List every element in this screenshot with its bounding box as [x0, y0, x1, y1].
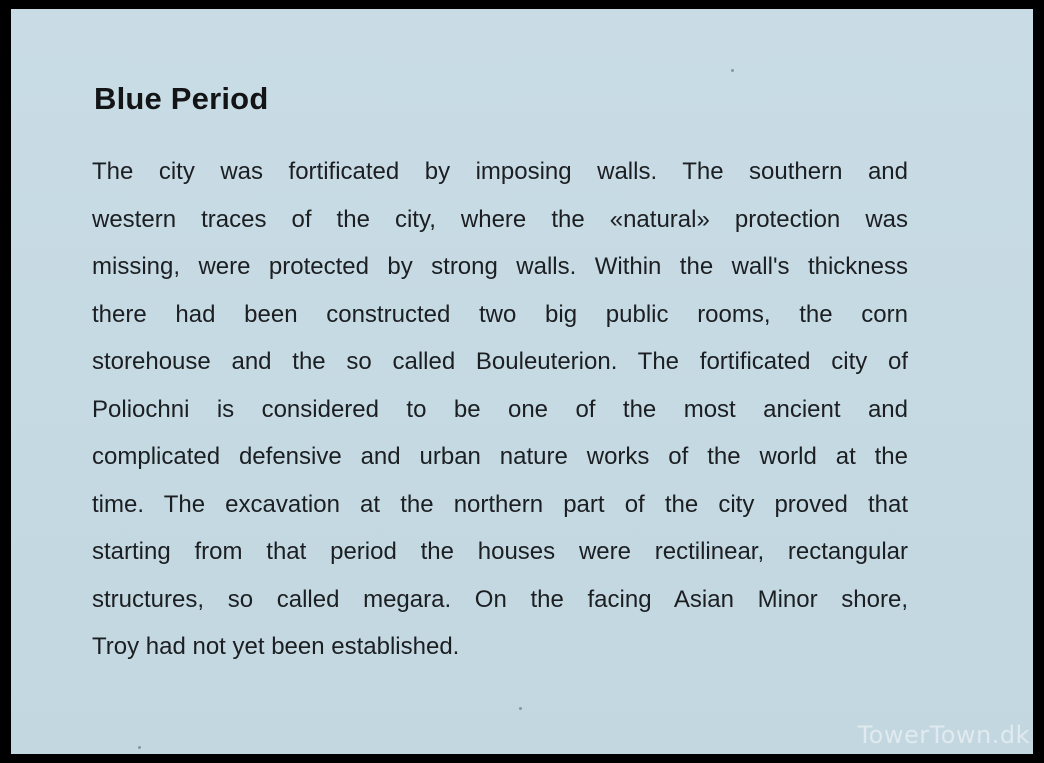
sign-body-line: time. The excavation at the northern part of the city proved that — [92, 490, 908, 518]
sign-body-line: The city was fortificated by imposing walls. The southern and — [92, 158, 908, 185]
sign-body-text — [92, 148, 908, 671]
sign-body-line: complicated defensive and urban nature works of the world at the — [92, 443, 908, 470]
sign-body-line: missing, were protected by strong walls. Within the wall's thickness — [92, 253, 908, 280]
sign-body-line: western traces of the city, where the «natural» protection was — [92, 205, 908, 233]
sign-body-line: Poliochni is considered to be one of the most ancient and — [92, 395, 908, 423]
sign-body-line: structures, so called megara. On the facing Asian Minor shore, — [92, 585, 908, 613]
dust-speck — [519, 707, 522, 710]
dust-speck — [138, 746, 141, 749]
sign-body-line: there had been constructed two big public rooms, the corn — [92, 300, 908, 328]
watermark-text: TowerTown.dk — [857, 721, 1030, 749]
photo-frame — [11, 9, 1033, 754]
sign-body-line: Troy had not yet been established. — [92, 633, 460, 660]
dust-speck — [731, 69, 734, 72]
sign-body-line: starting from that period the houses were rectilinear, rectangular — [92, 538, 908, 565]
sign-title: Blue Period — [94, 81, 269, 116]
sign-body-line: storehouse and the so called Bouleuterion. The fortificated city of — [92, 348, 908, 375]
